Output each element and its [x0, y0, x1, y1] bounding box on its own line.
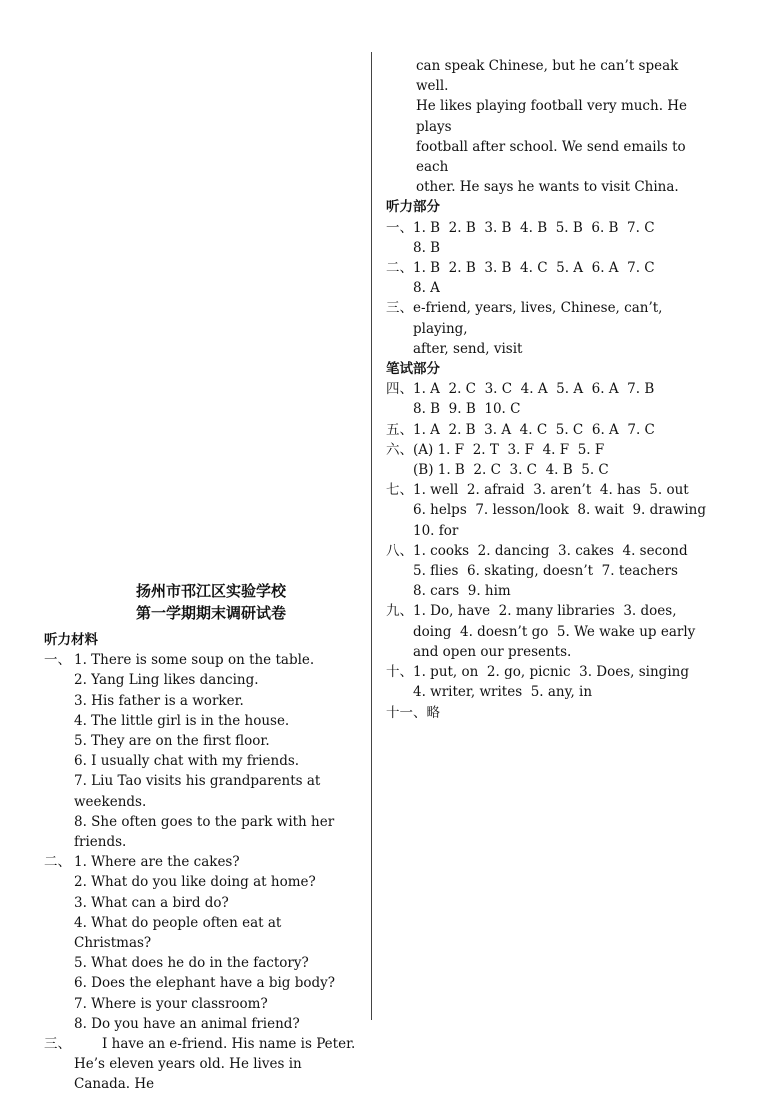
section-label: 十一、: [386, 704, 427, 721]
answer-section-7: [386, 480, 708, 541]
section-label: 六、: [386, 441, 413, 458]
part2-item: 4. What do people often eat at Christmas?: [74, 914, 282, 952]
part3-label: 三、: [44, 1036, 71, 1053]
answer-line: 1. B 2. B 3. B 4. C 5. A 6. A 7. C: [413, 260, 655, 277]
answer-line: after, send, visit: [413, 340, 523, 357]
passage-continued: [386, 56, 708, 197]
part1-item: 8. She often goes to the park with her friends.: [74, 813, 335, 851]
part2-item: 1. Where are the cakes?: [74, 854, 240, 871]
column-divider: [371, 52, 372, 1020]
answer-line: 4. writer, writes 5. any, in: [413, 684, 593, 701]
part1-item: 2. Yang Ling likes dancing.: [74, 672, 259, 689]
answer-line: 8. A: [413, 280, 440, 297]
section-label: 五、: [386, 421, 413, 438]
answer-section-6: [386, 440, 708, 480]
part2-label: 二、: [44, 854, 71, 871]
part1-item: 3. His father is a worker.: [74, 692, 244, 709]
part1-item: 6. I usually chat with my friends.: [74, 753, 300, 770]
answer-line: 1. B 2. B 3. B 4. B 5. B 6. B 7. C: [413, 219, 655, 236]
answer-line: 1. Do, have 2. many libraries 3. does,: [413, 603, 677, 620]
answer-line: 1. A 2. B 3. A 4. C 5. C 6. A 7. C: [413, 421, 655, 438]
part1-item: 4. The little girl is in the house.: [74, 712, 290, 729]
answer-line: and open our presents.: [413, 643, 572, 660]
passage-line: can speak Chinese, but he can’t speak well.: [416, 58, 679, 95]
answer-section-4: [386, 379, 708, 419]
part2-item: 6. Does the elephant have a big body?: [74, 975, 335, 992]
answer-line: 5. flies 6. skating, doesn’t 7. teachers: [413, 563, 678, 580]
part2-item: 2. What do you like doing at home?: [74, 874, 316, 891]
exam-title: 第一学期期末调研试卷: [135, 604, 286, 622]
answer-line: (A) 1. F 2. T 3. F 4. F 5. F: [413, 441, 605, 458]
answer-section-3: [386, 298, 708, 359]
answer-line: 1. well 2. afraid 3. aren’t 4. has 5. out: [413, 482, 689, 499]
answer-line: (B) 1. B 2. C 3. C 4. B 5. C: [413, 462, 609, 479]
answer-section-9: [386, 601, 708, 662]
part1-label: 一、: [44, 652, 71, 669]
answer-line: 6. helps 7. lesson/look 8. wait 9. drawing: [413, 502, 706, 519]
school-title: 扬州市邗江区实验学校: [135, 582, 286, 600]
section-label: 二、: [386, 260, 413, 277]
part1-item: 1. There is some soup on the table.: [74, 652, 315, 669]
section-label: 七、: [386, 482, 413, 499]
answer-line: 1. cooks 2. dancing 3. cakes 4. second: [413, 542, 688, 559]
part1-item: 5. They are on the first floor.: [74, 733, 270, 750]
part2-item: 8. Do you have an animal friend?: [74, 1015, 300, 1032]
passage-line: other. He says he wants to visit China.: [416, 179, 679, 196]
answer-section-11: [386, 703, 708, 723]
answer-line: 10. for: [413, 522, 459, 539]
part2-section: [44, 852, 358, 1034]
part2-item: 5. What does he do in the factory?: [74, 955, 309, 972]
answer-line: 1. put, on 2. go, picnic 3. Does, singing: [413, 664, 689, 681]
right-column: [386, 56, 708, 723]
left-column: [44, 580, 358, 1095]
answer-line: 8. B 9. B 10. C: [413, 401, 521, 418]
part3-section: [44, 1034, 358, 1095]
part2-item: 3. What can a bird do?: [74, 894, 229, 911]
answer-section-10: [386, 662, 708, 702]
answer-line: 8. B: [413, 239, 441, 256]
section-label: 九、: [386, 603, 413, 620]
materials-heading: 听力材料: [44, 632, 98, 648]
part1-section: [44, 650, 358, 852]
answer-section-2: [386, 258, 708, 298]
section-label: 十、: [386, 664, 413, 681]
passage-line: He likes playing football very much. He plays: [416, 98, 688, 135]
section-label: 四、: [386, 381, 413, 398]
answer-section-1: [386, 218, 708, 258]
section-label: 八、: [386, 542, 413, 559]
answer-section-5: [386, 420, 708, 440]
listening-heading: 听力部分: [386, 199, 440, 216]
answer-line: 1. A 2. C 3. C 4. A 5. A 6. A 7. B: [413, 381, 655, 398]
answer-line: 8. cars 9. him: [413, 583, 511, 600]
answer-section-8: [386, 541, 708, 602]
section-label: 一、: [386, 219, 413, 236]
part1-item: 7. Liu Tao visits his grandparents at weekends.: [74, 773, 321, 810]
part2-item: 7. Where is your classroom?: [74, 995, 268, 1012]
part3-line: I have an e-friend. His name is Peter.: [102, 1036, 356, 1053]
answer-line: doing 4. doesn’t go 5. We wake up early: [413, 623, 696, 640]
answer-line: e-friend, years, lives, Chinese, can’t, playing,: [413, 300, 663, 337]
part3-line: He’s eleven years old. He lives in Canada. He: [74, 1056, 302, 1093]
answer-line: 略: [426, 704, 440, 721]
passage-line: football after school. We send emails to each: [416, 138, 686, 176]
written-heading: 笔试部分: [386, 361, 440, 378]
section-label: 三、: [386, 300, 413, 317]
